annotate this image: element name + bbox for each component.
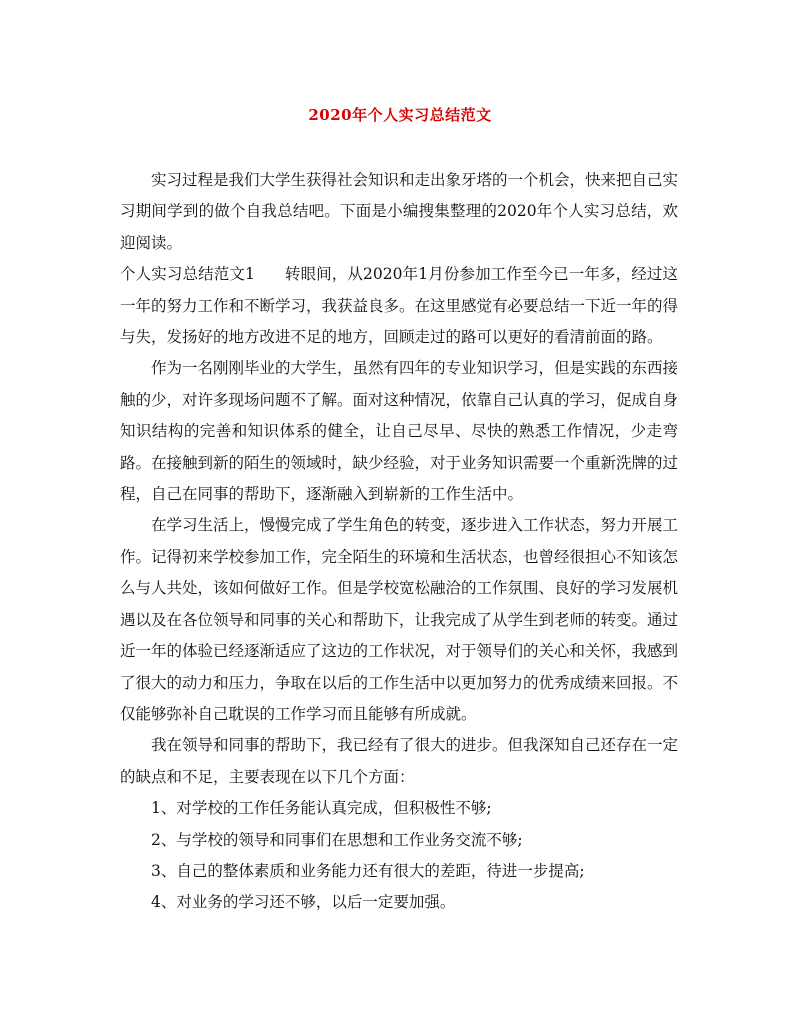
body-paragraph: 我在领导和同事的帮助下，我已经有了很大的进步。但我深知自己还存在一定的缺点和不足，主要表现在以下几个方面：: [120, 736, 679, 786]
body-paragraph: 在学习生活上，慢慢完成了学生角色的转变，逐步进入工作状态，努力开展工作。记得初来学校参加工作，完全陌生的环境和生活状态，也曾经很担心不知该怎么与人共处，该如何做好工作。但是学校宽松融洽的工作氛围、良好的学习发展机遇以及在各位领导和同事的关心和帮助下，让我完成了从学生到老师的转变。通过近一年的体验已经逐渐适应了这边的工作状况，对于领导们的关心和关怀，我感到了很大的动力和压力，争取在以后的工作生活中以更加努力的优秀成绩来回报。不仅能够弥补自己耽误的工作学习而且能够有所成就。: [120, 516, 679, 723]
section-opening-text: 转眼间，从2020年1月份参加工作至今已一年多，经过这一年的努力工作和不断学习，我获益良多。在这里感觉有必要总结一下近一年的得与失，发扬好的地方改进不足的地方，回顾走过的路可以更好的看清前面的路。: [120, 265, 679, 347]
document-title: 2020年个人实习总结范文: [308, 106, 492, 124]
body-paragraph: 作为一名刚刚毕业的大学生，虽然有四年的专业知识学习，但是实践的东西接触的少，对许多现场问题不了解。面对这种情况，依靠自己认真的学习，促成自身知识结构的完善和知识体系的健全，让自己尽早、尽快的熟悉工作情况，少走弯路。在接触到新的陌生的领域时，缺少经验，对于业务知识需要一个重新洗牌的过程，自己在同事的帮助下，逐渐融入到崭新的工作生活中。: [120, 359, 679, 504]
section-heading: 个人实习总结范文1: [120, 265, 255, 284]
list-item: 3、自己的整体素质和业务能力还有很大的差距，待进一步提高;: [151, 861, 585, 880]
section-first-paragraph: [120, 259, 678, 353]
intro-paragraph: 实习过程是我们大学生获得社会知识和走出象牙塔的一个机会，快来把自己实习期间学到的做个自我总结吧。下面是小编搜集整理的2020年个人实习总结，欢迎阅读。: [120, 171, 679, 252]
document-body: [120, 165, 678, 919]
list-item: 4、对业务的学习还不够，以后一定要加强。: [151, 893, 456, 912]
list-item: 2、与学校的领导和同事们在思想和工作业务交流不够;: [151, 830, 523, 849]
list-item: 1、对学校的工作任务能认真完成，但积极性不够;: [151, 799, 492, 818]
